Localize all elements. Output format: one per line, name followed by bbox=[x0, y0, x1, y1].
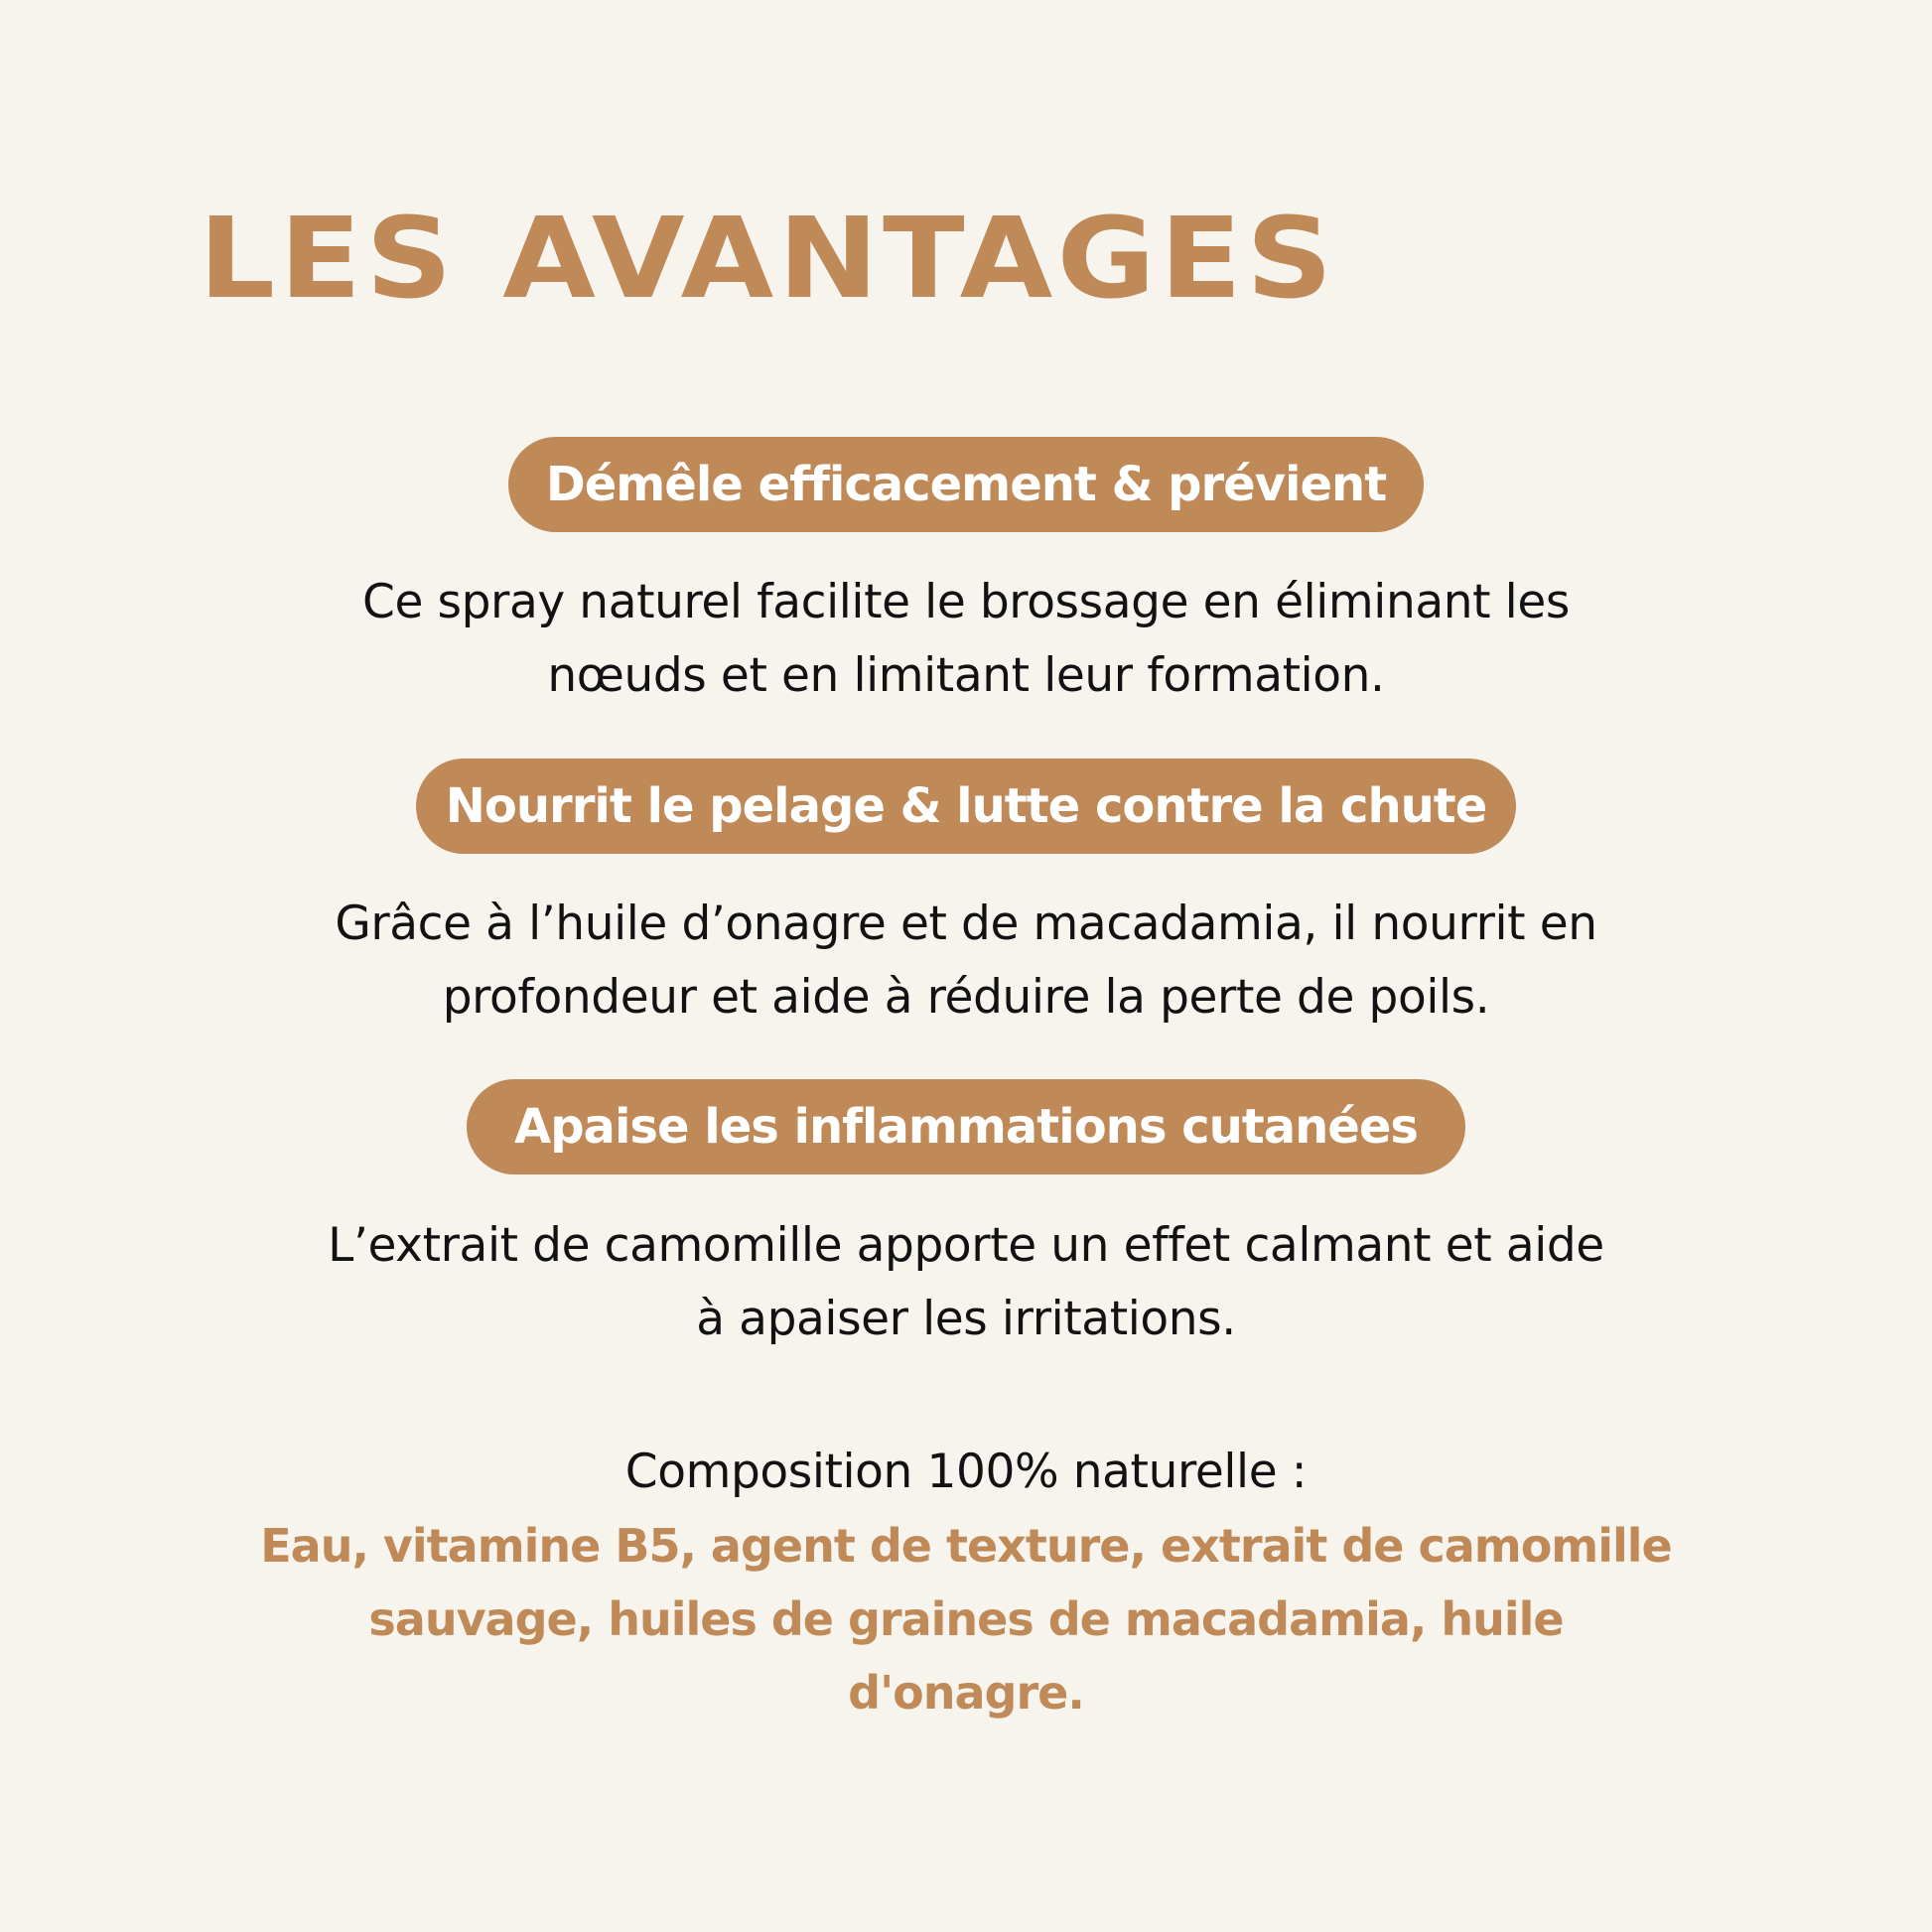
composition-line: Eau, vitamine B5, agent de texture, extrait de camomille bbox=[260, 1519, 1672, 1573]
composition-label: Composition 100% naturelle : bbox=[624, 1445, 1308, 1499]
benefit-description-line: L’extrait de camomille apporte un effet calmant et aide bbox=[328, 1218, 1604, 1273]
benefit-description-line: nœuds et en limitant leur formation. bbox=[547, 648, 1385, 703]
composition-line: sauvage, huiles de graines de macadamia, huile bbox=[368, 1592, 1564, 1646]
benefit-description-nourish bbox=[192, 888, 1740, 1035]
benefit-description-detangle bbox=[192, 566, 1740, 713]
page-title: LES AVANTAGES bbox=[199, 195, 1337, 324]
benefit-heading-detangle: Démêle efficacement & prévient bbox=[508, 437, 1424, 532]
benefit-description-line: Grâce à l’huile d’onagre et de macadamia, il nourrit en bbox=[335, 897, 1597, 951]
benefit-description-line: Ce spray naturel facilite le brossage en éliminant les bbox=[362, 575, 1570, 629]
benefit-description-line: profondeur et aide à réduire la perte de poils. bbox=[442, 970, 1490, 1025]
composition-line: d'onagre. bbox=[848, 1666, 1084, 1720]
benefit-heading-nourish: Nourrit le pelage & lutte contre la chute bbox=[416, 759, 1516, 854]
composition-ingredients bbox=[172, 1509, 1760, 1729]
benefit-description-soothe bbox=[192, 1209, 1740, 1356]
benefit-heading-soothe: Apaise les inflammations cutanées bbox=[467, 1079, 1465, 1174]
benefit-description-line: à apaiser les irritations. bbox=[696, 1292, 1236, 1346]
